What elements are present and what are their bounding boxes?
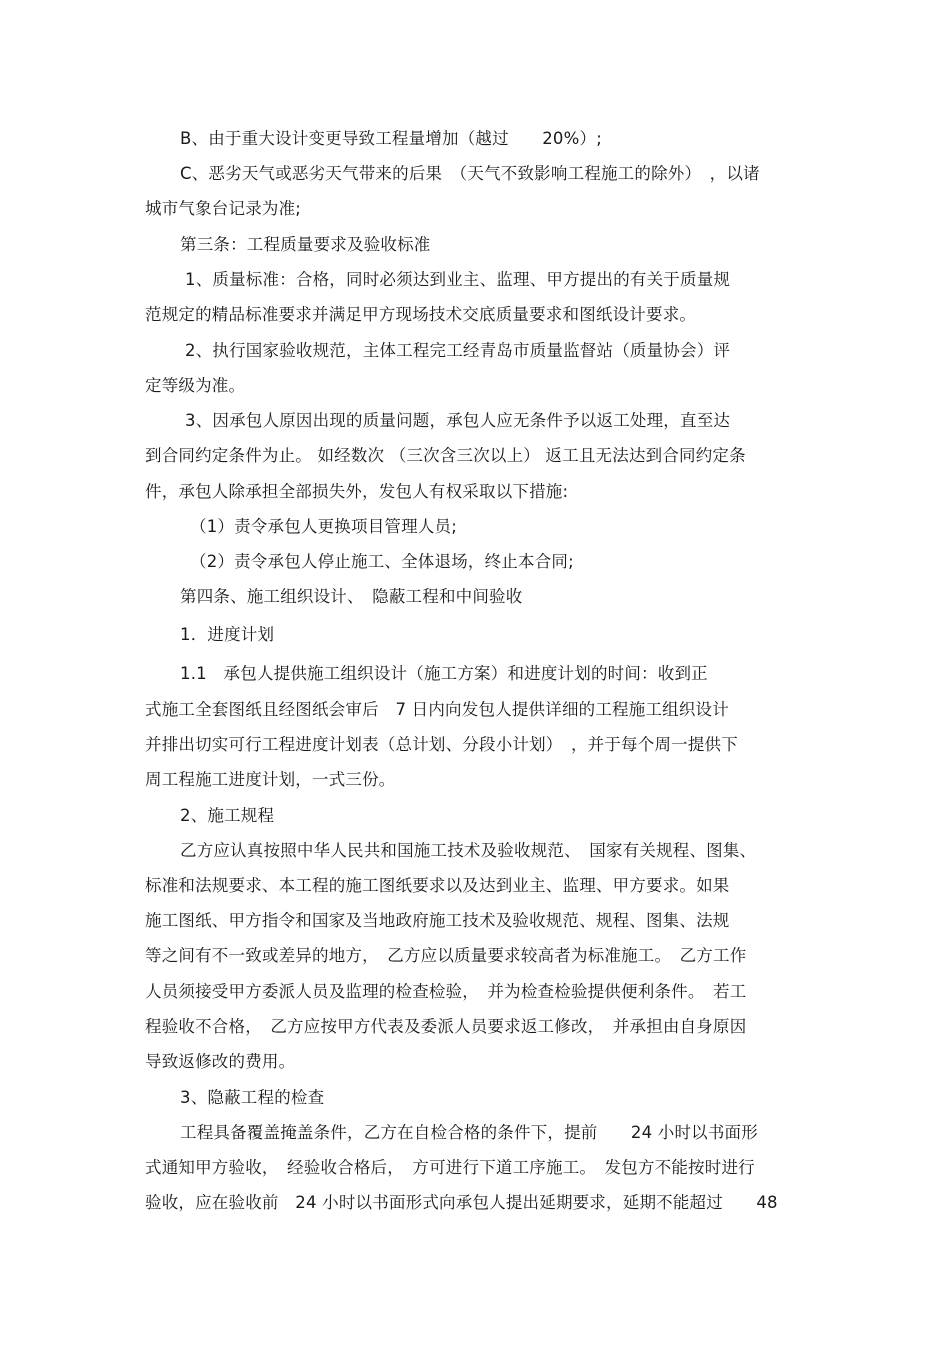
text-line: 标准和法规要求、本工程的施工图纸要求以及达到业主、监理、甲方要求。如果 [145, 876, 730, 895]
subsection-heading: 1．进度计划 [180, 625, 275, 644]
section-heading: 第三条：工程质量要求及验收标准 [180, 235, 431, 254]
text-line: 1.1 承包人提供施工组织设计（施工方案）和进度计划的时间：收到正 [180, 664, 708, 683]
text-line: 范规定的精品标准要求并满足甲方现场技术交底质量要求和图纸设计要求。 [145, 305, 697, 324]
subsection-heading: 3、隐蔽工程的检查 [180, 1088, 325, 1107]
text-line: 城市气象台记录为准; [145, 199, 302, 218]
text-line: 乙方应认真按照中华人民共和国施工技术及验收规范、 国家有关规程、图集、 [180, 841, 757, 860]
text-line: C、恶劣天气或恶劣天气带来的后果 （天气不致影响工程施工的除外） ，以诸 [180, 164, 760, 183]
text-line: 施工图纸、甲方指令和国家及当地政府施工技术及验收规范、规程、图集、法规 [145, 911, 730, 930]
text-line: 程验收不合格， 乙方应按甲方代表及委派人员要求返工修改， 并承担由自身原因 [145, 1017, 747, 1036]
text-line: 工程具备覆盖掩盖条件，乙方在自检合格的条件下，提前 24 小时以书面形 [180, 1123, 758, 1142]
text-line: 到合同约定条件为止。 如经数次 （三次含三次以上） 返工且无法达到合同约定条 [145, 446, 746, 465]
section-heading: 第四条、施工组织设计、 隐蔽工程和中间验收 [180, 587, 523, 606]
text-line: 周工程施工进度计划，一式三份。 [145, 770, 396, 789]
text-line: B、由于重大设计变更导致工程量增加（越过 20%）; [180, 129, 602, 148]
text-line: 等之间有不一致或差异的地方， 乙方应以质量要求较高者为标准施工。 乙方工作 [145, 946, 747, 965]
text-line: 验收，应在验收前 24 小时以书面形式向承包人提出延期要求，延期不能超过 48 [145, 1193, 778, 1212]
text-line: 人员须接受甲方委派人员及监理的检查检验， 并为检查检验提供便利条件。 若工 [145, 982, 747, 1001]
text-line: 定等级为准。 [145, 376, 246, 395]
text-line: 导致返修改的费用。 [145, 1052, 296, 1071]
text-line: 并排出切实可行工程进度计划表（总计划、分段小计划） ，并于每个周一提供下 [145, 735, 738, 754]
text-line: 2、执行国家验收规范，主体工程完工经青岛市质量监督站（质量协会）评 [185, 341, 731, 360]
list-item: （1）责令承包人更换项目管理人员; [190, 517, 457, 536]
text-line: 式通知甲方验收， 经验收合格后， 方可进行下道工序施工。 发包方不能按时进行 [145, 1158, 755, 1177]
list-item: （2）责令承包人停止施工、全体退场，终止本合同; [190, 552, 574, 571]
text-line: 式施工全套图纸且经图纸会审后 7 日内向发包人提供详细的工程施工组织设计 [145, 700, 729, 719]
subsection-heading: 2、施工规程 [180, 806, 275, 825]
text-line: 1、质量标准：合格，同时必须达到业主、监理、甲方提出的有关于质量规 [185, 270, 731, 289]
text-line: 3、因承包人原因出现的质量问题，承包人应无条件予以返工处理，直至达 [185, 411, 731, 430]
text-line: 件，承包人除承担全部损失外，发包人有权采取以下措施: [145, 482, 569, 501]
